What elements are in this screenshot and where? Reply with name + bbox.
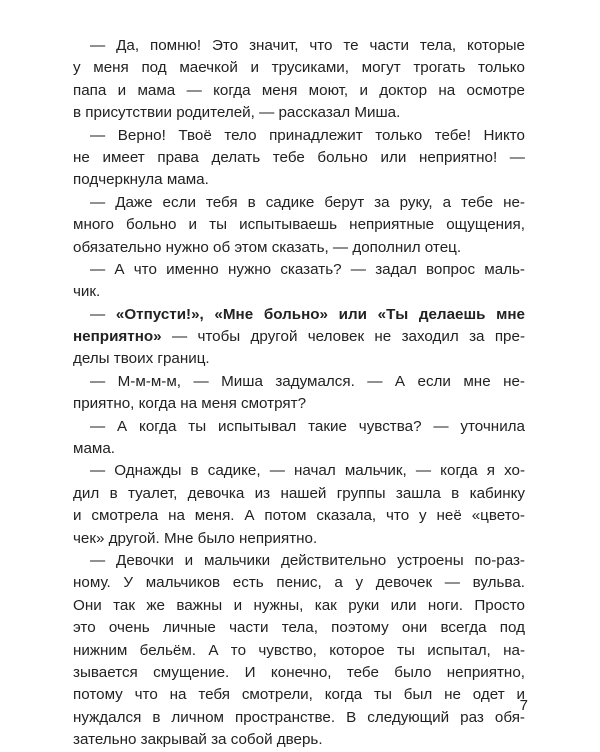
text-line: — А когда ты испытывал такие чувства? — уточнила: [90, 417, 525, 435]
paragraph-3: [73, 192, 525, 259]
text-line: и смотрела на меня. А потом сказала, что у неё «цвето-: [73, 507, 525, 525]
text-line: не имеет права делать тебе больно или неприятно! —: [73, 148, 525, 166]
text-line: у меня под маечкой и трусиками, могут трогать только: [73, 59, 525, 77]
bold-phrase: неприятно»: [73, 328, 162, 346]
paragraph-1: [73, 35, 525, 125]
text-line: — А что именно нужно сказать? — задал вопрос маль-: [90, 260, 525, 278]
text-line: — Да, помню! Это значит, что те части тела, которые: [90, 37, 525, 54]
text-line: [73, 304, 525, 326]
text-line: делы твоих границ.: [73, 350, 210, 368]
bold-phrase: «Отпусти!», «Мне больно» или «Ты делаешь мне: [115, 305, 525, 323]
text-line: зывается смущение. И конечно, тебе было неприятно,: [73, 663, 525, 681]
story-text: [73, 35, 525, 752]
paragraph-5-bold-phrases: [73, 304, 525, 371]
text-line: это очень личные части тела, поэтому они всегда под: [73, 619, 525, 637]
text-line: обязательно нужно об этом сказать, — дополнил отец.: [73, 238, 462, 256]
text-line: [73, 326, 525, 348]
paragraph-4: [73, 259, 525, 304]
text-line: нуждался в личном пространстве. В следующий раз обя-: [73, 708, 525, 726]
text-line: — Даже если тебя в садике берут за руку, а тебе не-: [90, 193, 525, 211]
text-line: чек» другой. Мне было неприятно.: [73, 529, 318, 547]
text-line: папа и мама — когда меня моют, и доктор на осмотре: [73, 81, 525, 99]
paragraph-7: [73, 416, 525, 461]
text-line: много больно и ты испытываешь неприятные ощущения,: [73, 216, 525, 234]
text-line: в присутствии родителей, — рассказал Миша.: [73, 104, 401, 122]
text-run: — чтобы другой человек не заходил за пре-: [161, 328, 525, 346]
text-line: чик.: [73, 283, 101, 301]
text-line: дил в туалет, девочка из нашей группы зашла в кабинку: [73, 484, 525, 502]
text-line: — М-м-м-м, — Миша задумался. — А если мне не-: [90, 372, 525, 390]
text-line: — Девочки и мальчики действительно устроены по-раз-: [90, 551, 525, 569]
text-line: ному. У мальчиков есть пенис, а у девочек — вульва.: [73, 574, 525, 592]
text-line: потому что на тебя смотрели, когда ты был не одет и: [73, 686, 525, 704]
dash: —: [90, 305, 116, 323]
page-number: 7: [519, 697, 528, 714]
paragraph-9: [73, 550, 525, 752]
text-line: подчеркнула мама.: [73, 171, 209, 189]
text-line: Они так же важны и нужны, как руки или ноги. Просто: [73, 596, 525, 614]
text-line: — Верно! Твоё тело принадлежит только тебе! Никто: [90, 126, 525, 144]
paragraph-8: [73, 460, 525, 550]
text-line: зательно закрывай за собой дверь.: [73, 731, 323, 749]
text-line: приятно, когда на меня смотрят?: [73, 395, 307, 413]
paragraph-6: [73, 371, 525, 416]
paragraph-2: [73, 125, 525, 192]
text-line: мама.: [73, 440, 115, 458]
text-line: — Однажды в садике, — начал мальчик, — когда я хо-: [90, 462, 525, 480]
text-line: нижним бельём. А то чувство, которое ты испытал, на-: [73, 641, 525, 659]
